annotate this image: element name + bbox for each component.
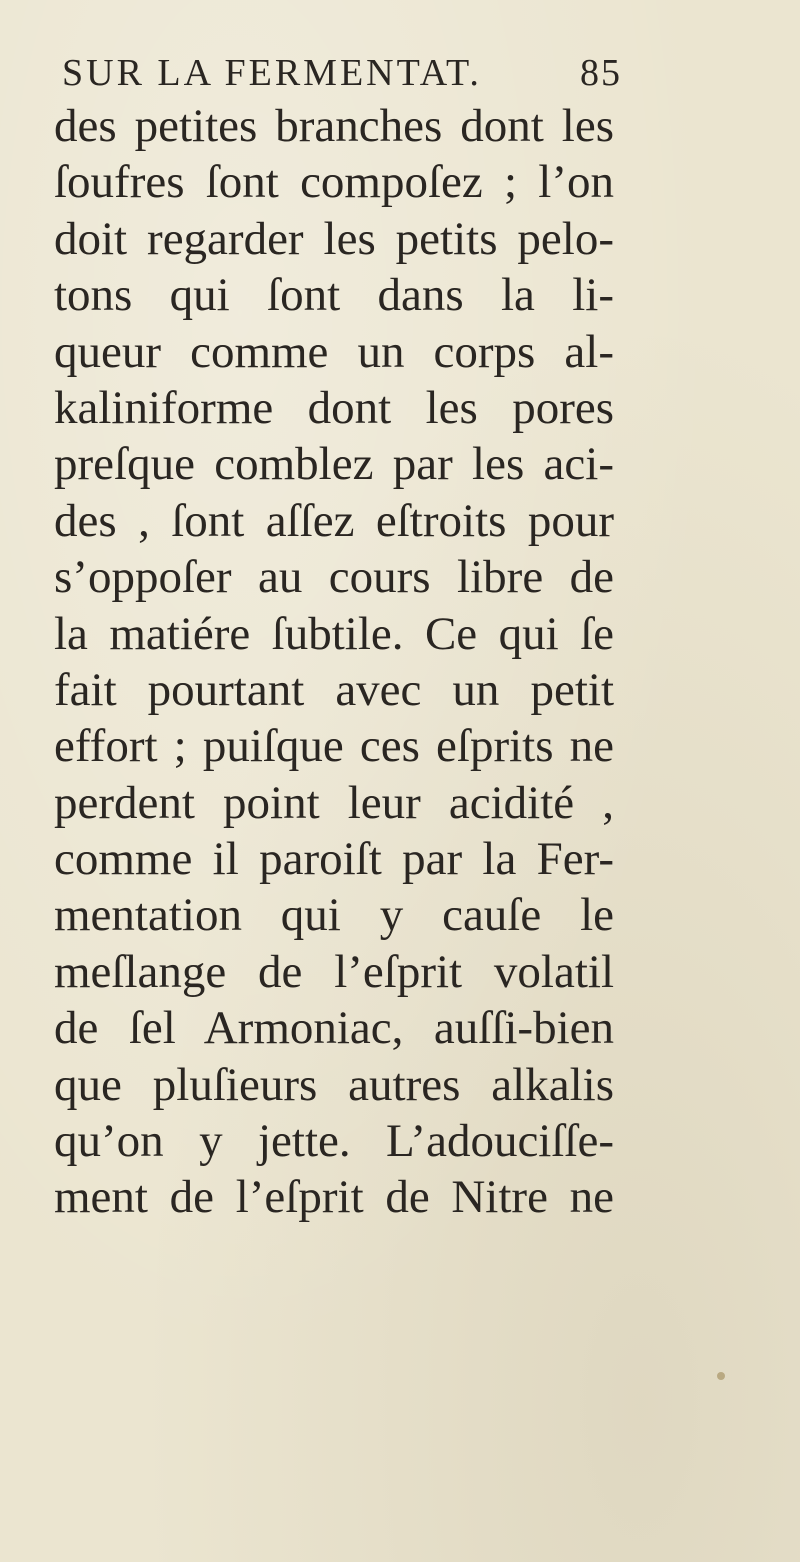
text-line: kaliniforme dont les pores [54, 381, 614, 434]
text-line: queur comme un corps al- [54, 325, 614, 378]
text-line: ment de l’eſprit de Nitre ne [54, 1171, 614, 1224]
paper-speck [717, 1372, 725, 1380]
text-line: qu’on y jette. L’adouciſſe- [54, 1115, 614, 1168]
page-number: 85 [580, 52, 622, 94]
text-line: tons qui ſont dans la li- [54, 269, 614, 322]
text-line: s’oppoſer au cours libre de [54, 551, 614, 604]
text-line: preſque comblez par les aci- [54, 438, 614, 491]
text-line: effort ; puiſque ces eſprits ne [54, 720, 614, 773]
text-line: ſoufres ſont compoſez ; l’on [54, 156, 614, 209]
text-line: des petites branches dont les [54, 100, 614, 152]
text-line: la matiére ſubtile. Ce qui ſe [54, 607, 614, 660]
page-header [62, 48, 622, 98]
text-line: meſlange de l’eſprit volatil [54, 945, 614, 998]
text-line: que pluſieurs autres alkalis [54, 1058, 614, 1111]
text-line: doit regarder les petits pelo- [54, 212, 614, 265]
text-line: perdent point leur acidité , [54, 776, 614, 829]
text-line: des , ſont aſſez eſtroits pour [54, 494, 614, 547]
text-line: comme il paroiſt par la Fer- [54, 833, 614, 886]
body-text [54, 98, 614, 1226]
running-title: SUR LA FERMENTAT. [62, 52, 482, 94]
text-line: de ſel Armoniac, auſſi-bien [54, 1002, 614, 1055]
text-line: fait pourtant avec un petit [54, 663, 614, 716]
text-line: mentation qui y cauſe le [54, 889, 614, 942]
